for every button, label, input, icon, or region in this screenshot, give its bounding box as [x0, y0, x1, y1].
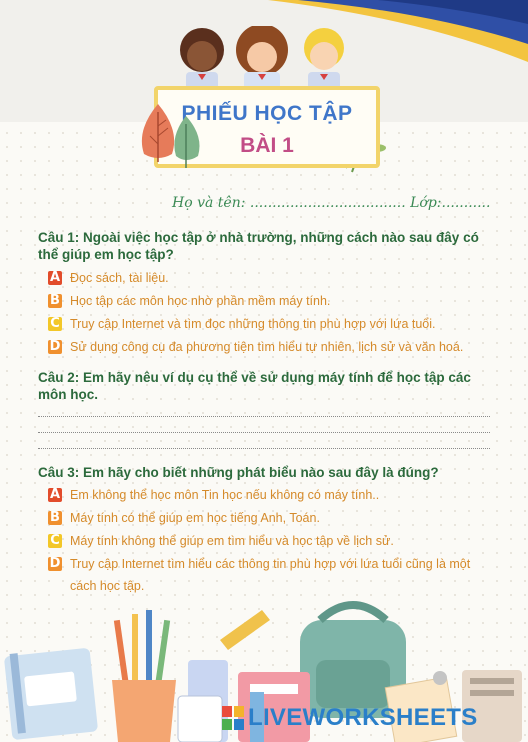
- option-text: Máy tính có thể giúp em học tiếng Anh, Toán.: [70, 511, 320, 525]
- option-text: Sử dụng công cụ đa phương tiện tìm hiểu tự nhiên, lịch sử và văn hoá.: [70, 340, 464, 354]
- question-2: Câu 2: Em hãy nêu ví dụ cụ thể về sử dụng máy tính để học tập các môn học.: [38, 370, 471, 402]
- option-c-badge: C: [48, 534, 62, 548]
- question-3-option-c[interactable]: [48, 530, 490, 552]
- brand-name: LIVEWORKSHEETS: [248, 704, 478, 731]
- option-b-badge: B: [48, 511, 62, 525]
- option-text: Truy cập Internet và tìm đọc những thông tin phù hợp với lứa tuổi.: [70, 317, 436, 331]
- option-a-badge: A: [49, 487, 61, 502]
- liveworksheets-brand[interactable]: [222, 704, 478, 732]
- option-text: Em không thể học môn Tin học nếu không có máy tính..: [70, 488, 380, 502]
- question-3: Câu 3: Em hãy cho biết những phát biểu nào sau đây là đúng?: [38, 465, 439, 480]
- name-class-line: Họ và tên: ................................... Lớp:...........: [172, 195, 491, 211]
- answer-line-1[interactable]: [38, 416, 490, 417]
- question-3-option-a[interactable]: [48, 484, 490, 506]
- option-c-badge: C: [48, 317, 62, 331]
- option-b-badge: B: [48, 294, 62, 308]
- lesson-title: BÀI 1: [240, 134, 294, 157]
- question-1-option-d[interactable]: [48, 336, 490, 358]
- option-a-badge: A: [49, 270, 61, 285]
- option-text: Học tập các môn học nhờ phần mềm máy tính.: [70, 294, 331, 308]
- option-d-badge: D: [49, 556, 61, 571]
- option-d-badge: D: [49, 339, 61, 354]
- option-text: Truy cập Internet tìm hiểu các thông tin phù hợp với lứa tuổi cũng là một cách học tập.: [70, 557, 471, 593]
- question-1-option-a[interactable]: [48, 267, 490, 289]
- option-text: Máy tính không thể giúp em tìm hiểu và học tập về lịch sử.: [70, 534, 394, 548]
- answer-line-3[interactable]: [38, 448, 490, 449]
- question-1-option-c[interactable]: [48, 313, 490, 335]
- trees-decoration: [134, 104, 206, 170]
- answer-line-2[interactable]: [38, 432, 490, 433]
- children-illustration: [176, 26, 356, 90]
- option-text: Đọc sách, tài liệu.: [70, 271, 169, 285]
- question-3-option-d[interactable]: [48, 553, 490, 597]
- question-1-option-b[interactable]: [48, 290, 490, 312]
- question-3-option-b[interactable]: [48, 507, 490, 529]
- worksheet-title: PHIẾU HỌC TẬP: [181, 102, 353, 125]
- liveworksheets-logo-icon: [222, 706, 244, 730]
- question-1: Câu 1: Ngoài việc học tập ở nhà trường, những cách nào sau đây có thể giúp em học tập?: [38, 230, 479, 262]
